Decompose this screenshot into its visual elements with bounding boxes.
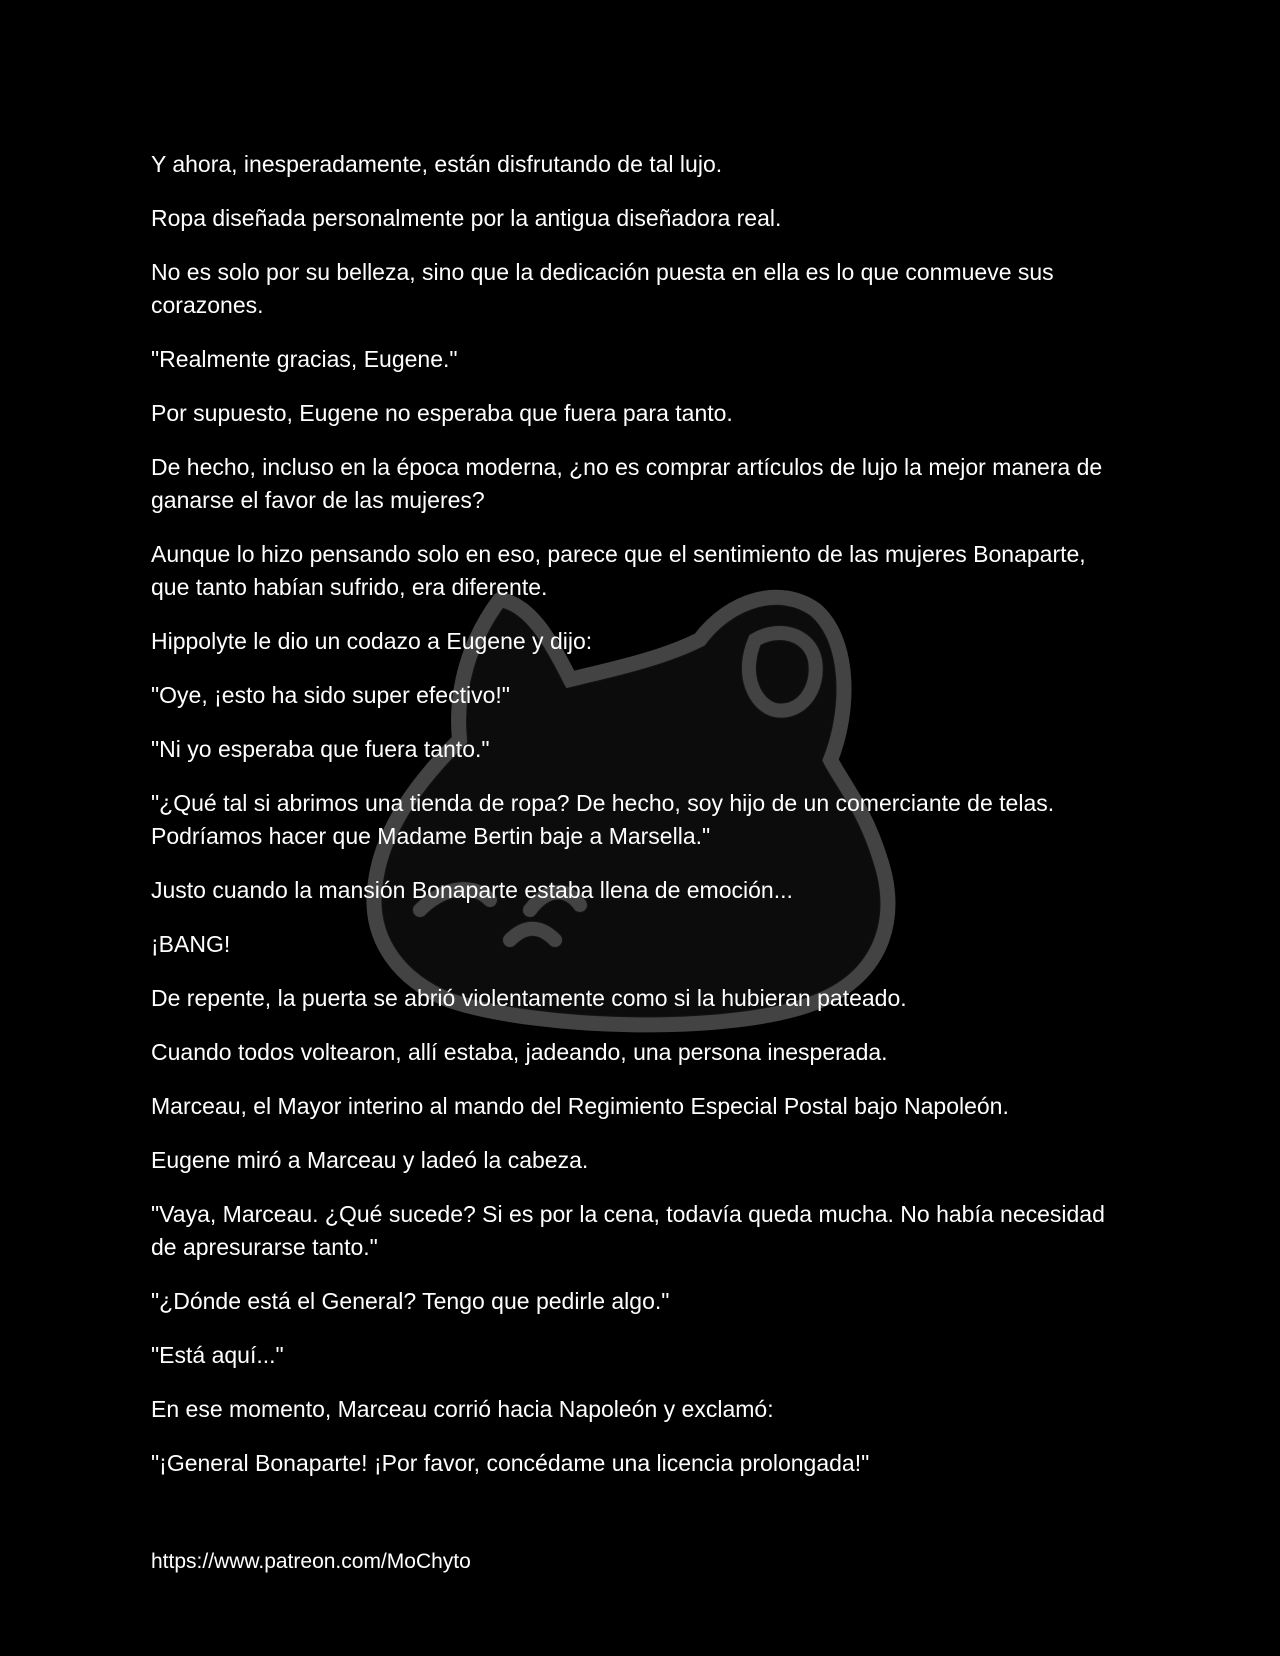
paragraph: Y ahora, inesperadamente, están disfrutando de tal lujo. xyxy=(151,151,723,177)
paragraph: Justo cuando la mansión Bonaparte estaba llena de emoción... xyxy=(151,877,793,903)
paragraph: Eugene miró a Marceau y ladeó la cabeza. xyxy=(151,1147,589,1173)
paragraph: De repente, la puerta se abrió violentamente como si la hubieran pateado. xyxy=(151,985,907,1011)
paragraph: "Realmente gracias, Eugene." xyxy=(151,346,458,372)
patreon-link[interactable]: https://www.patreon.com/MoChyto xyxy=(151,1550,471,1573)
paragraph: Por supuesto, Eugene no esperaba que fuera para tanto. xyxy=(151,400,733,426)
paragraph: De hecho, incluso en la época moderna, ¿no es comprar artículos de lujo la mejor manera de ganarse el favor de las mujeres? xyxy=(151,454,1103,513)
paragraph: "¿Qué tal si abrimos una tienda de ropa? De hecho, soy hijo de un comerciante de telas. Podríamos hacer que Madame Bertin baje a Marsella." xyxy=(151,790,1055,849)
paragraph: "Oye, ¡esto ha sido super efectivo!" xyxy=(151,682,510,708)
paragraph: ¡BANG! xyxy=(151,931,231,957)
paragraph: En ese momento, Marceau corrió hacia Napoleón y exclamó: xyxy=(151,1396,774,1422)
paragraph: "¿Dónde está el General? Tengo que pedirle algo." xyxy=(151,1288,670,1314)
paragraph: Marceau, el Mayor interino al mando del Regimiento Especial Postal bajo Napoleón. xyxy=(151,1093,1009,1119)
paragraph: "¡General Bonaparte! ¡Por favor, concédame una licencia prolongada!" xyxy=(151,1450,870,1476)
paragraph: No es solo por su belleza, sino que la dedicación puesta en ella es lo que conmueve sus corazones. xyxy=(151,259,1054,318)
paragraph: Hippolyte le dio un codazo a Eugene y dijo: xyxy=(151,628,593,654)
paragraph: "Vaya, Marceau. ¿Qué sucede? Si es por la cena, todavía queda mucha. No había necesidad de apresurarse tanto." xyxy=(151,1201,1105,1260)
paragraph: "Ni yo esperaba que fuera tanto." xyxy=(151,736,490,762)
paragraph: Ropa diseñada personalmente por la antigua diseñadora real. xyxy=(151,205,782,231)
story-text xyxy=(151,148,1111,1501)
paragraph: "Está aquí..." xyxy=(151,1342,284,1368)
paragraph: Cuando todos voltearon, allí estaba, jadeando, una persona inesperada. xyxy=(151,1039,888,1065)
paragraph: Aunque lo hizo pensando solo en eso, parece que el sentimiento de las mujeres Bonaparte, que tanto habían sufrido, era diferente. xyxy=(151,541,1086,600)
